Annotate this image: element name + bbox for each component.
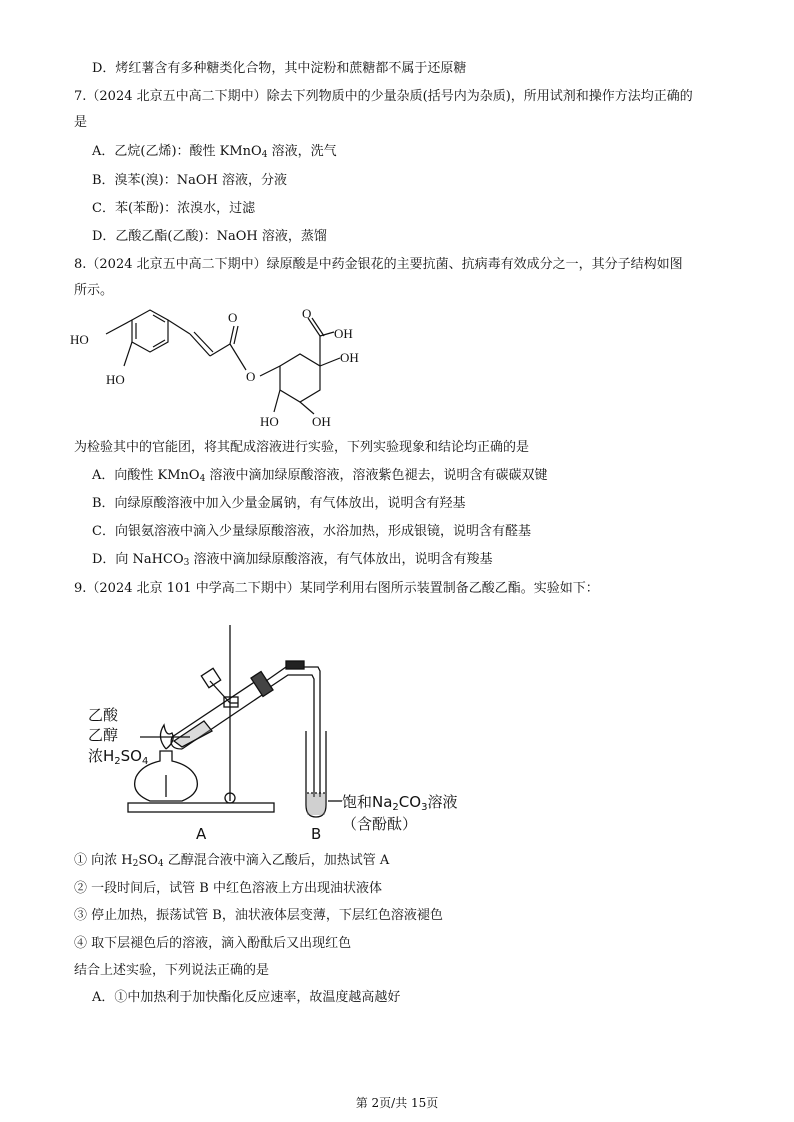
q8-lead: 为检验其中的官能团，将其配成溶液进行实验，下列实验现象和结论均正确的是: [74, 440, 530, 455]
q7-option-b: B．溴苯(溴)：NaOH 溶液，分液: [92, 173, 287, 188]
q7-option-c: C．苯(苯酚)：浓溴水，过滤: [92, 201, 256, 216]
q9-step4: ④ 取下层褪色后的溶液，滴入酚酞后又出现红色: [74, 936, 352, 951]
label-phenolphthalein: （含酚酞）: [342, 815, 418, 833]
ring-oh-label: OH: [340, 350, 359, 365]
q9-step3: ③ 停止加热，振荡试管 B，油状液体层变薄，下层红色溶液褪色: [74, 908, 443, 923]
q8-option-d: D．向 NaHCO$_3$ 溶液中滴加绿原酸溶液，有气体放出，说明含有羧基: [92, 552, 493, 568]
label-a: A: [196, 825, 207, 843]
carbonyl-o-label: O: [228, 310, 238, 325]
q7-stem-line2: 是: [74, 115, 88, 130]
q8-option-c: C．向银氨溶液中滴入少量绿原酸溶液，水浴加热，形成银镜，说明含有醛基: [92, 524, 531, 539]
page-footer: 第 2页/共 15页: [355, 1096, 439, 1110]
q7-option-d: D．乙酸乙酯(乙酸)：NaOH 溶液，蒸馏: [92, 229, 327, 244]
q8-option-a: A．向酸性 KMnO$_4$ 溶液中滴加绿原酸溶液，溶液紫色褪去，说明含有碳碳双键: [92, 468, 548, 484]
q9-lead: 结合上述实验，下列说法正确的是: [74, 963, 270, 978]
chlorogenic-acid-structure: [68, 304, 388, 432]
label-b: B: [311, 825, 322, 843]
ring-oh-br-label: OH: [312, 414, 331, 429]
ester-o-label: O: [246, 369, 256, 384]
q7-option-a: A．乙烷(乙烯)：酸性 KMnO$_4$ 溶液，洗气: [92, 144, 337, 160]
label-ethanol: 乙醇: [88, 726, 119, 744]
q9-stem: 9.（2024 北京 101 中学高二下期中）某同学利用右图所示装置制备乙酸乙酯。实验如下：: [74, 581, 599, 596]
ring-ho-bl-label: HO: [260, 414, 279, 429]
label-h2so4: 浓$H_2SO_4$: [88, 747, 149, 767]
q9-option-a: A．①中加热利于加快酯化反应速率，故温度越高越好: [92, 990, 401, 1005]
q8-option-b: B．向绿原酸溶液中加入少量金属钠，有气体放出，说明含有羟基: [92, 496, 466, 511]
q8-stem-line1: 8.（2024 北京五中高二下期中）绿原酸是中药金银花的主要抗菌、抗病毒有效成分之一，其分子结构如图: [74, 257, 683, 272]
label-acid: 乙酸: [88, 706, 119, 724]
acid-oh-label: OH: [334, 326, 353, 341]
ester-apparatus-figure: [80, 625, 480, 850]
q7-stem-line1: 7.（2024 北京五中高二下期中）除去下列物质中的少量杂质(括号内为杂质)，所用试剂和操作方法均正确的: [74, 89, 693, 104]
ho-label-top: HO: [70, 332, 89, 347]
q9-step1: ① 向浓 $H_2SO_4$ 乙醇混合液中滴入乙酸后，加热试管 A: [74, 853, 390, 869]
q6-option-d: D．烤红薯含有多种糖类化合物，其中淀粉和蔗糖都不属于还原糖: [92, 61, 467, 76]
q9-step2: ② 一段时间后，试管 B 中红色溶液上方出现油状液体: [74, 881, 382, 896]
q8-stem-line2: 所示。: [74, 283, 114, 298]
label-saturated-solution: 饱和$Na_2CO_3$溶液: [342, 793, 458, 813]
acid-o-label: O: [302, 306, 312, 321]
ho-label-bottom: HO: [106, 372, 125, 387]
